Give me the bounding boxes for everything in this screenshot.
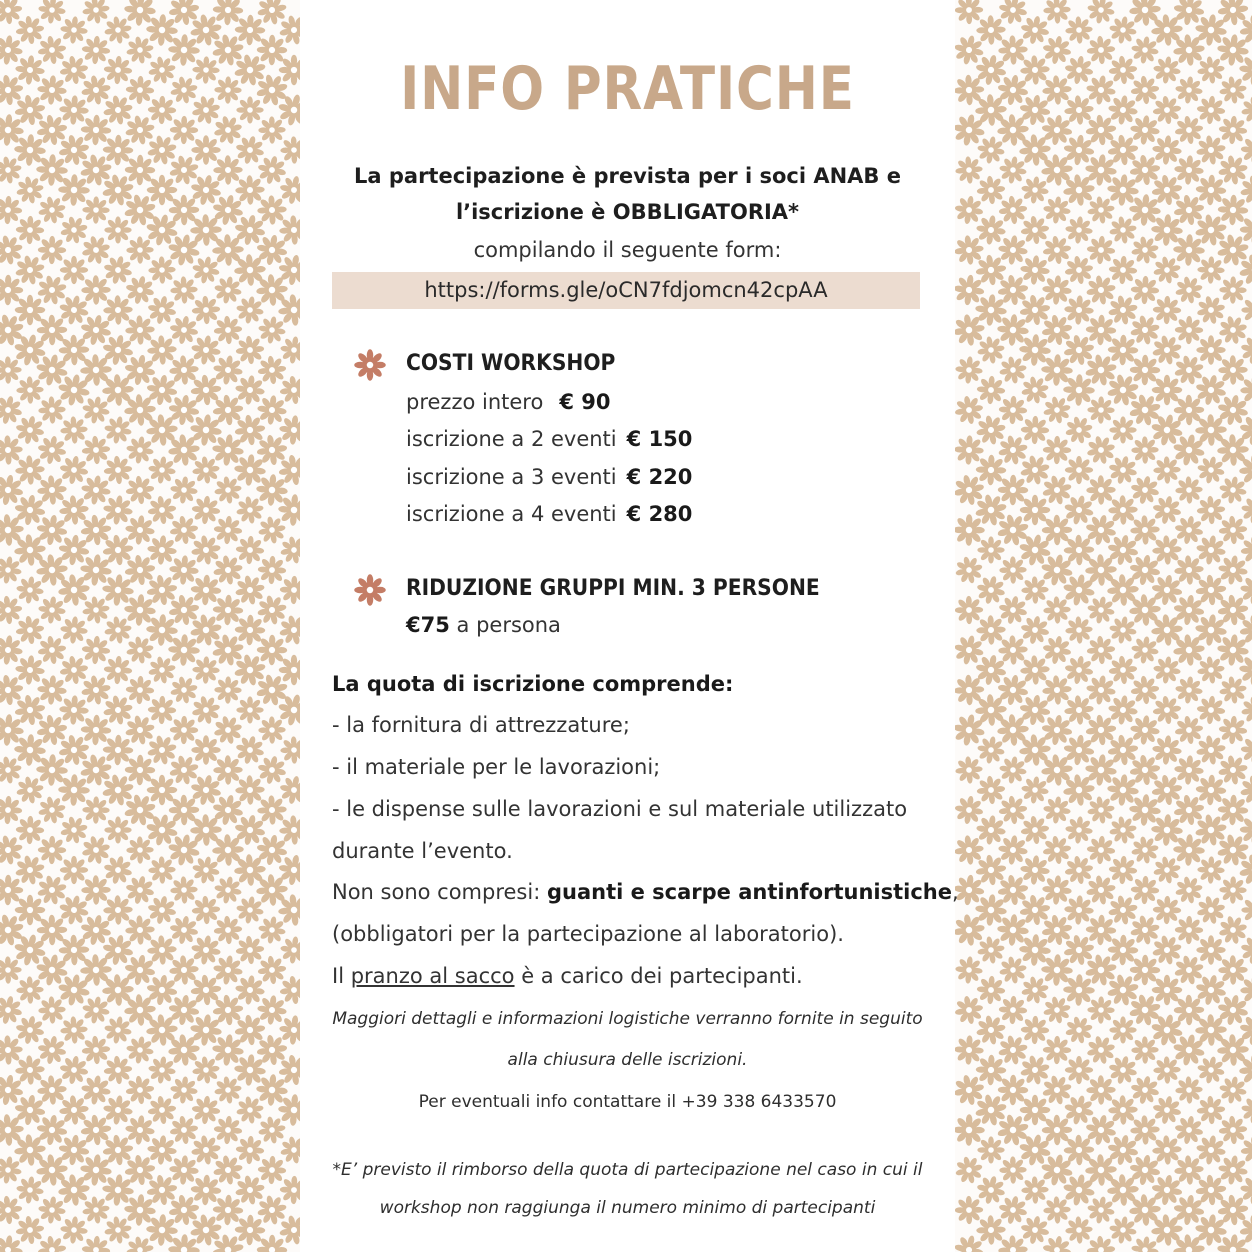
- details-line-1: Maggiori dettagli e informazioni logistiche verranno fornite in seguito: [332, 1009, 923, 1029]
- group-price-suffix: a persona: [449, 613, 561, 637]
- price-value: € 150: [626, 427, 693, 451]
- sun-bullet-icon: [352, 572, 388, 608]
- price-label: prezzo intero: [406, 390, 544, 414]
- form-link[interactable]: https://forms.gle/oCN7fdjomcn42cpAA: [332, 272, 920, 309]
- excluded-note: (obbligatori per la partecipazione al laboratorio).: [332, 922, 844, 946]
- price-label: iscrizione a 4 eventi: [406, 502, 617, 526]
- lunch-suffix: è a carico dei partecipanti.: [514, 964, 803, 988]
- lunch-link[interactable]: pranzo al sacco: [350, 964, 515, 988]
- quota-item: - la fornitura di attrezzature;: [332, 713, 630, 737]
- excluded-suffix: ,: [951, 880, 959, 904]
- intro-line-2: l’iscrizione è OBBLIGATORIA*: [455, 200, 800, 224]
- info-panel: [300, 0, 959, 1252]
- quota-heading: La quota di iscrizione comprende:: [332, 672, 734, 696]
- excluded-items: guanti e scarpe antinfortunistiche: [546, 880, 952, 904]
- price-value: € 220: [626, 465, 693, 489]
- price-row: [406, 502, 692, 526]
- quota-item: durante l’evento.: [332, 839, 513, 863]
- sun-pattern-icon: [0, 0, 300, 1252]
- lunch-prefix: Il: [332, 964, 351, 988]
- sun-bullet-icon: [352, 347, 388, 383]
- left-sun-pattern: [0, 0, 300, 1252]
- excluded-line: [332, 880, 959, 904]
- group-price: [406, 613, 561, 637]
- excluded-prefix: Non sono compresi:: [332, 880, 547, 904]
- footnote-line-1: *E’ previsto il rimborso della quota di partecipazione nel caso in cui il: [332, 1160, 923, 1180]
- price-row: [406, 390, 610, 414]
- costs-heading: COSTI WORKSHOP: [406, 351, 616, 376]
- lunch-line: [332, 964, 803, 988]
- intro-line-1: La partecipazione è prevista per i soci ANAB e: [354, 164, 901, 188]
- right-sun-pattern: [955, 0, 1252, 1252]
- price-value: € 90: [559, 390, 611, 414]
- sun-pattern-icon: [955, 0, 1252, 1252]
- group-heading: RIDUZIONE GRUPPI MIN. 3 PERSONE: [406, 576, 820, 601]
- price-row: [406, 465, 692, 489]
- group-price-value: €75: [406, 613, 450, 637]
- price-label: iscrizione a 2 eventi: [406, 427, 617, 451]
- price-row: [406, 427, 692, 451]
- intro-line-3: compilando il seguente form:: [473, 238, 782, 262]
- price-value: € 280: [626, 502, 693, 526]
- footnote-line-2: workshop non raggiunga il numero minimo di partecipanti: [379, 1198, 876, 1218]
- page-title: INFO PRATICHE: [400, 54, 855, 124]
- contact-line: Per eventuali info contattare il +39 338 6433570: [418, 1092, 837, 1112]
- details-line-2: alla chiusura delle iscrizioni.: [507, 1050, 748, 1070]
- quota-item: - le dispense sulle lavorazioni e sul materiale utilizzato: [332, 797, 908, 821]
- price-label: iscrizione a 3 eventi: [406, 465, 617, 489]
- quota-item: - il materiale per le lavorazioni;: [332, 755, 661, 779]
